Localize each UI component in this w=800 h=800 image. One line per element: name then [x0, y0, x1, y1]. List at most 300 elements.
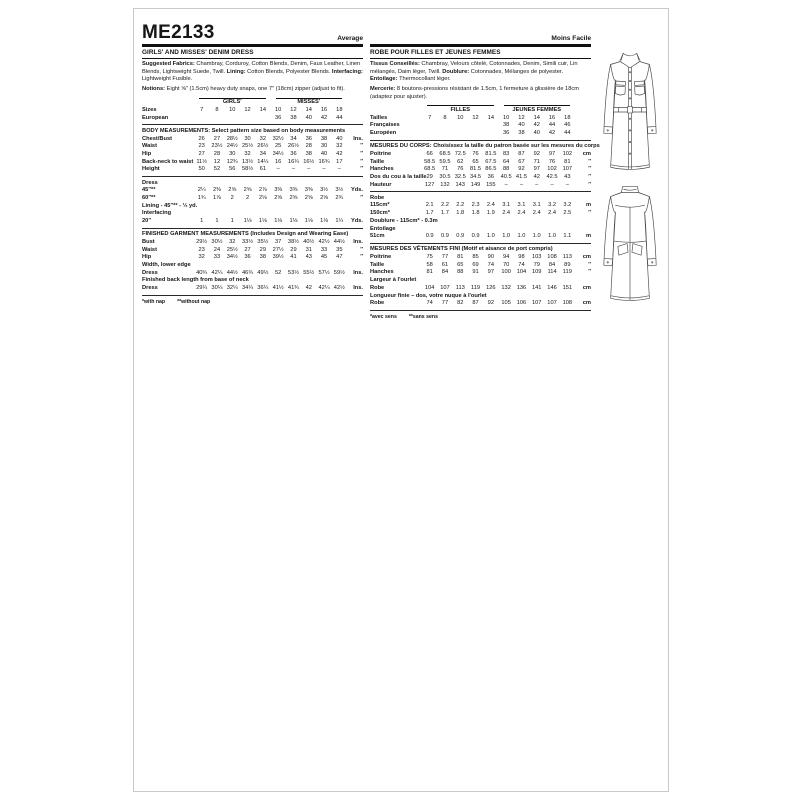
dress-back-illustration: [595, 181, 665, 307]
measurement-cell: 87: [518, 150, 525, 157]
measurement-cell: 3½: [320, 187, 328, 194]
measurement-cell: 105: [501, 300, 511, 307]
measurement-cell: 3.2: [563, 202, 572, 209]
measurement-cell: 76: [548, 158, 556, 165]
row-label: Tailles: [370, 114, 388, 121]
measurement-cell: 102: [547, 166, 557, 173]
measurement-cell: 136: [516, 284, 527, 291]
text-segment: Entoilage:: [370, 76, 400, 83]
measurement-cell: 34.5: [470, 173, 482, 180]
measurement-cell: 3½: [335, 187, 344, 194]
measurement-cell: 7: [200, 107, 204, 113]
measurement-cell: 1.0: [548, 233, 556, 240]
text-segment: Lining:: [226, 68, 248, 75]
table-row: [370, 269, 591, 277]
measurement-cell: 12¾: [226, 158, 238, 165]
measurement-cell: 26: [198, 135, 205, 142]
separator-rule: [370, 140, 591, 141]
table-row: [370, 292, 591, 300]
table-row: [370, 225, 591, 233]
unit-cell: ″: [588, 210, 591, 217]
measurement-cell: 92: [518, 166, 525, 173]
row-label: 51cm: [370, 233, 385, 240]
text-segment: Interfacing:: [331, 68, 363, 75]
measurement-cell: 81: [426, 269, 433, 276]
measurement-cell: 104: [516, 269, 527, 276]
measurement-cell: 16: [548, 114, 556, 121]
measurement-cell: 2.4: [548, 210, 556, 217]
english-header: [142, 21, 363, 42]
measurement-cell: 44: [548, 122, 556, 129]
english-footnote: [142, 299, 363, 305]
table-row: [370, 158, 591, 166]
measurement-cell: 34: [259, 150, 266, 157]
text-segment: Doublure:: [442, 68, 471, 75]
unit-cell: ″: [588, 158, 591, 165]
measurement-cell: 2: [230, 194, 234, 201]
row-label: Hip: [142, 150, 152, 157]
measurement-cell: 32.5: [454, 173, 466, 180]
measurement-cell: 30.5: [439, 173, 451, 180]
measurement-cell: 61: [441, 261, 449, 268]
measurement-cell: 103: [531, 254, 542, 261]
measurement-cell: 3.1: [502, 202, 511, 209]
english-notions-paragraph: [142, 86, 363, 94]
size-group-header: JEUNES FEMMES: [504, 105, 571, 114]
measurement-cell: 3.1: [517, 202, 526, 209]
section-heading: Interfacing: [142, 210, 172, 217]
measurement-cell: 42: [548, 129, 556, 136]
measurement-cell: 108: [562, 300, 573, 307]
row-label: 60″**: [142, 194, 156, 201]
measurement-cell: –: [550, 181, 554, 188]
measurement-cell: 83: [502, 150, 510, 157]
inline-note: Doublure - 115cm* - 0.3m: [370, 217, 438, 224]
measurement-cell: 16: [320, 107, 328, 113]
measurement-cell: 30: [229, 150, 236, 157]
table-row: [142, 135, 363, 143]
measurement-cell: 1.1: [563, 233, 572, 240]
measurement-cell: 1.8: [471, 210, 480, 217]
measurement-cell: 38: [305, 150, 312, 157]
footnote-item: *avec sens: [370, 313, 397, 320]
table-row: [142, 166, 363, 174]
measurement-cell: 24: [213, 246, 221, 253]
unit-cell: cm: [582, 150, 591, 157]
table-row: [142, 158, 363, 166]
measurement-cell: 92: [533, 150, 540, 157]
measurement-cell: 104: [424, 284, 435, 291]
measurement-cell: 42¼: [318, 284, 330, 291]
unit-cell: ″: [360, 166, 363, 173]
unit-cell: ″: [360, 246, 363, 253]
measurement-cell: 1: [200, 217, 204, 224]
measurement-cell: 58: [426, 261, 433, 268]
measurement-cell: 2.1: [425, 202, 434, 209]
row-label: Back-neck to waist: [142, 158, 194, 165]
measurement-cell: 12: [472, 114, 479, 121]
text-segment: Cotonnades, Mélanges de polyester.: [470, 68, 564, 75]
measurement-cell: 33: [213, 254, 221, 261]
measurement-cell: 2⅛: [258, 194, 267, 201]
text-segment: 8 boutons-pressions résistant de 1.5cm, 1 fermeture à glissière de 18cm (adaptez pour ajuster).: [370, 86, 579, 100]
separator-rule: [370, 310, 591, 311]
measurement-cell: 42½: [333, 284, 345, 291]
table-row: [142, 150, 363, 158]
measurement-cell: 11½: [196, 158, 207, 165]
unit-cell: ″: [588, 173, 591, 180]
measurement-cell: 53½: [287, 269, 299, 276]
unit-cell: ″: [360, 143, 363, 150]
measurement-cell: 2.5: [563, 210, 572, 217]
measurement-cell: 27½: [272, 246, 284, 253]
measurement-cell: 85: [472, 254, 479, 261]
measurement-cell: 37: [274, 238, 282, 245]
measurement-cell: 49½: [257, 269, 269, 276]
measurement-cell: 28: [213, 150, 221, 157]
measurement-cell: 38: [518, 129, 525, 136]
measurement-cell: 74: [426, 300, 433, 307]
measurement-cell: 42.5: [546, 173, 558, 180]
measurement-cell: 16: [274, 158, 282, 165]
measurement-cell: 27: [213, 135, 221, 142]
measurement-cell: 82: [457, 300, 464, 307]
measurement-cell: 26½: [287, 143, 299, 150]
measurement-cell: 27: [198, 150, 205, 157]
unit-cell: ″: [360, 150, 363, 157]
measurement-cell: 0.9: [471, 233, 480, 240]
row-label: 20″: [142, 217, 152, 224]
measurement-cell: 34: [290, 135, 297, 142]
section-heading: Largeur à l'ourlet: [370, 277, 417, 284]
measurement-cell: 0.9: [440, 233, 449, 240]
text-segment: Chambray, Velours côtelé, Cotonnades, Denim, Simili cuir, Lin mélangés, Daim léger, Twill.: [370, 61, 578, 75]
measurement-cell: 38½: [287, 238, 299, 245]
section-heading: Finished back length from base of neck: [142, 277, 249, 284]
measurement-cell: 2.3: [471, 202, 480, 209]
measurement-cell: 41: [290, 254, 297, 261]
measurement-cell: 69: [472, 261, 479, 268]
separator-rule: [370, 191, 591, 192]
row-label: Taille: [370, 158, 385, 165]
measurement-cell: –: [565, 181, 569, 188]
french-notions-paragraph: [370, 86, 591, 101]
measurement-cell: 33½: [242, 238, 254, 245]
table-row: [142, 143, 363, 151]
measurement-cell: 16¾: [318, 158, 330, 165]
measurement-cell: 36: [274, 114, 282, 121]
measurement-cell: 2¾: [335, 194, 344, 201]
measurement-cell: 59½: [333, 269, 345, 276]
measurement-cell: 32: [336, 143, 343, 150]
measurement-cell: 25: [274, 143, 282, 150]
size-group-header: GIRLS': [199, 98, 266, 107]
measurement-cell: 33: [320, 246, 328, 253]
row-label: Dress: [142, 284, 158, 291]
text-segment: Suggested Fabrics:: [142, 61, 197, 67]
unit-cell: m: [585, 202, 591, 209]
table-row: [142, 238, 363, 246]
measurement-cell: 38: [259, 254, 266, 261]
measurement-cell: 1.7: [425, 210, 434, 217]
text-segment: Notions:: [142, 86, 167, 93]
measurement-cell: 1⅛: [258, 217, 267, 224]
row-label: Françaises: [370, 122, 400, 129]
measurement-cell: –: [504, 181, 508, 188]
measurement-cell: 47: [336, 254, 343, 261]
measurement-cell: 2.2: [440, 202, 449, 209]
measurement-cell: 2⅝: [320, 194, 328, 201]
row-label: Waist: [142, 246, 157, 253]
row-label: Chest/Bust: [142, 135, 173, 142]
measurement-cell: 84: [441, 269, 449, 276]
row-label: Poitrine: [370, 150, 392, 157]
measurement-cell: 97: [533, 166, 540, 173]
measurement-cell: 89: [564, 261, 571, 268]
measurement-cell: 29: [426, 173, 433, 180]
measurement-cell: 34¼: [242, 284, 254, 291]
measurement-cell: 38: [502, 122, 510, 129]
measurement-cell: 50: [198, 166, 205, 173]
measurement-cell: 107: [562, 166, 573, 173]
measurement-cell: 59.5: [439, 158, 451, 165]
measurement-cell: 62: [457, 158, 464, 165]
measurement-cell: 36: [244, 254, 251, 261]
measurement-cell: 40.5: [500, 173, 512, 180]
measurement-cell: 155: [486, 181, 496, 188]
measurement-cell: 76: [457, 166, 464, 173]
measurement-cell: 127: [424, 181, 435, 188]
table-row: [370, 210, 591, 218]
measurement-cell: 1.0: [502, 233, 511, 240]
size-group-header: MISSES': [276, 98, 343, 107]
row-label: Poitrine: [370, 254, 392, 261]
table-row: [142, 127, 363, 135]
size-group-header: FILLES: [427, 105, 494, 114]
unit-cell: Ins.: [353, 238, 363, 245]
measurement-cell: 1⅞: [212, 194, 221, 201]
measurement-cell: 102: [562, 150, 573, 157]
measurement-cell: 17: [336, 158, 343, 165]
measurement-cell: 30¼: [211, 284, 223, 291]
measurement-cell: 1⅛: [320, 217, 328, 224]
measurement-cell: 2⅜: [212, 187, 221, 194]
french-title: ROBE POUR FILLES ET JEUNES FEMMES: [370, 44, 591, 59]
measurement-cell: 146: [547, 284, 557, 291]
measurement-cell: 41¾: [287, 284, 299, 291]
measurement-cell: 29½: [196, 238, 208, 245]
measurement-cell: 106: [516, 300, 527, 307]
table-row: [142, 194, 363, 202]
measurement-cell: 25½: [242, 143, 254, 150]
text-segment: Eight ⅝″ (1.5cm) heavy duty snaps, one 7″ (18cm) zipper (adjust to fit).: [166, 86, 345, 93]
measurement-cell: 12: [213, 158, 221, 165]
measurement-cell: 44½: [333, 238, 345, 245]
row-label: Sizes: [142, 107, 157, 113]
measurement-cell: 36: [290, 150, 297, 157]
measurement-cell: 18: [336, 107, 343, 113]
measurement-cell: 74: [518, 261, 525, 268]
measurement-cell: –: [519, 181, 524, 188]
measurement-cell: 65: [457, 261, 464, 268]
measurement-cell: 32¼: [226, 284, 238, 291]
table-row: [370, 129, 591, 137]
table-row: [142, 231, 363, 239]
table-row: [370, 233, 591, 241]
measurement-cell: 107: [547, 300, 557, 307]
french-footnote: [370, 314, 591, 320]
table-row: [370, 143, 600, 151]
measurement-cell: 90: [487, 254, 494, 261]
measurement-cell: 75: [426, 254, 433, 261]
measurement-cell: 14: [259, 107, 266, 113]
table-row: [370, 300, 591, 308]
measurement-cell: 2.4: [517, 210, 526, 217]
measurement-cell: 52: [274, 269, 282, 276]
section-heading: FINISHED GARMENT MEASUREMENTS (Includes Design and Wearing Ease): [142, 231, 349, 238]
table-row: [142, 210, 363, 218]
measurement-cell: 16½: [303, 158, 315, 165]
section-heading: MESURES DES VÊTEMENTS FINI (Motif et aisance de port compris): [370, 246, 553, 253]
measurement-cell: 132: [440, 181, 450, 188]
unit-cell: Yds.: [350, 217, 363, 224]
measurement-cell: 7: [428, 114, 432, 121]
unit-cell: cm: [582, 254, 591, 261]
measurement-cell: 0.9: [425, 233, 434, 240]
measurement-cell: 91: [472, 269, 479, 276]
measurement-cell: 46¾: [242, 269, 254, 276]
measurement-cell: 30½: [211, 238, 223, 245]
row-label: Hauteur: [370, 181, 392, 188]
section-heading: Dress: [142, 179, 158, 186]
measurement-cell: 0.9: [456, 233, 465, 240]
measurement-cell: 26½: [257, 143, 269, 150]
measurement-cell: 29: [290, 246, 297, 253]
unit-cell: ″: [588, 261, 591, 268]
measurement-cell: 3⅜: [289, 187, 298, 194]
measurement-cell: 55½: [303, 269, 315, 276]
measurement-cell: 2⅝: [304, 194, 313, 201]
measurement-cell: 2⅝: [243, 187, 252, 194]
measurement-cell: 40: [336, 135, 343, 142]
measurement-cell: 44: [336, 114, 343, 121]
french-header: [370, 21, 591, 42]
table-row: [142, 254, 363, 262]
table-row: [370, 122, 591, 130]
measurement-cell: 23: [198, 246, 205, 253]
table-row: [370, 284, 591, 292]
english-title: GIRLS' AND MISSES' DENIM DRESS: [142, 44, 363, 59]
section-heading: BODY MEASUREMENTS: Select pattern size based on body measurements: [142, 127, 346, 134]
measurement-cell: 74: [487, 261, 494, 268]
measurement-cell: 1⅛: [289, 217, 298, 224]
measurement-cell: 1.9: [486, 210, 495, 217]
measurement-cell: 42½: [318, 238, 330, 245]
measurement-cell: 58½: [242, 166, 254, 173]
measurement-cell: 16¼: [287, 158, 299, 165]
table-row: [142, 261, 363, 269]
unit-cell: Ins.: [353, 269, 363, 276]
measurement-cell: 10: [457, 114, 464, 121]
measurement-cell: –: [337, 166, 341, 173]
unit-cell: ″: [588, 181, 591, 188]
measurement-cell: 18: [564, 114, 571, 121]
measurement-cell: 1: [215, 217, 219, 224]
measurement-cell: 45: [320, 254, 328, 261]
text-segment: Mercerie:: [370, 86, 397, 93]
measurement-cell: 40: [533, 129, 540, 136]
measurement-cell: 43: [305, 254, 312, 261]
measurement-cell: 58.5: [424, 158, 436, 165]
row-label: Height: [142, 166, 160, 173]
row-label: 150cm*: [370, 210, 390, 217]
measurement-cell: 42: [336, 150, 343, 157]
table-row: [370, 194, 591, 202]
measurement-cell: 10: [229, 107, 236, 113]
measurement-cell: 2⅝: [228, 187, 237, 194]
measurement-cell: 97: [548, 150, 556, 157]
measurement-cell: 41.5: [515, 173, 527, 180]
measurement-cell: –: [276, 166, 280, 173]
french-fabrics-paragraph: [370, 61, 591, 84]
measurement-cell: 1.7: [440, 210, 449, 217]
separator-rule: [142, 124, 363, 125]
measurement-cell: 3⅜: [274, 187, 283, 194]
text-segment: Tissus Conseillés:: [370, 61, 422, 67]
english-measurement-table: [142, 98, 363, 296]
measurement-cell: 27: [244, 246, 251, 253]
section-heading: Width, lower edge: [142, 261, 191, 268]
measurement-cell: 57½: [318, 269, 330, 276]
footnote-item: *with nap: [142, 298, 166, 305]
unit-cell: Ins.: [353, 135, 363, 142]
measurement-cell: 143: [455, 181, 465, 188]
measurement-cell: 10: [502, 114, 510, 121]
measurement-cell: 88: [457, 269, 464, 276]
table-row: [142, 269, 363, 277]
measurement-cell: 32½: [272, 135, 284, 142]
measurement-cell: 41½: [272, 284, 284, 291]
measurement-cell: 40: [305, 114, 312, 121]
table-row: [370, 254, 591, 262]
measurement-cell: 1.0: [486, 233, 495, 240]
separator-rule: [142, 295, 363, 296]
measurement-cell: 3⅜: [304, 187, 313, 194]
measurement-cell: 1¾: [197, 194, 206, 201]
footnote-item: **sans sens: [408, 313, 438, 320]
measurement-cell: 86.5: [485, 166, 497, 173]
difficulty-label-en: Average: [337, 35, 363, 42]
measurement-cell: 38: [290, 114, 297, 121]
measurement-cell: 97: [487, 269, 494, 276]
measurement-cell: 87: [472, 300, 479, 307]
measurement-cell: 25½: [226, 246, 238, 253]
measurement-cell: 141: [531, 284, 542, 291]
separator-rule: [142, 228, 363, 229]
measurement-cell: 65: [472, 158, 479, 165]
measurement-cell: 42: [305, 284, 312, 291]
measurement-cell: 114: [547, 269, 557, 276]
measurement-cell: 8: [443, 114, 447, 121]
measurement-cell: 24½: [226, 143, 238, 150]
measurement-cell: 149: [470, 181, 481, 188]
measurement-cell: 92: [487, 300, 494, 307]
measurement-cell: –: [535, 181, 539, 188]
table-row: [142, 217, 363, 225]
table-row: [142, 284, 363, 292]
measurement-cell: 44½: [226, 269, 238, 276]
table-row: [370, 114, 591, 122]
